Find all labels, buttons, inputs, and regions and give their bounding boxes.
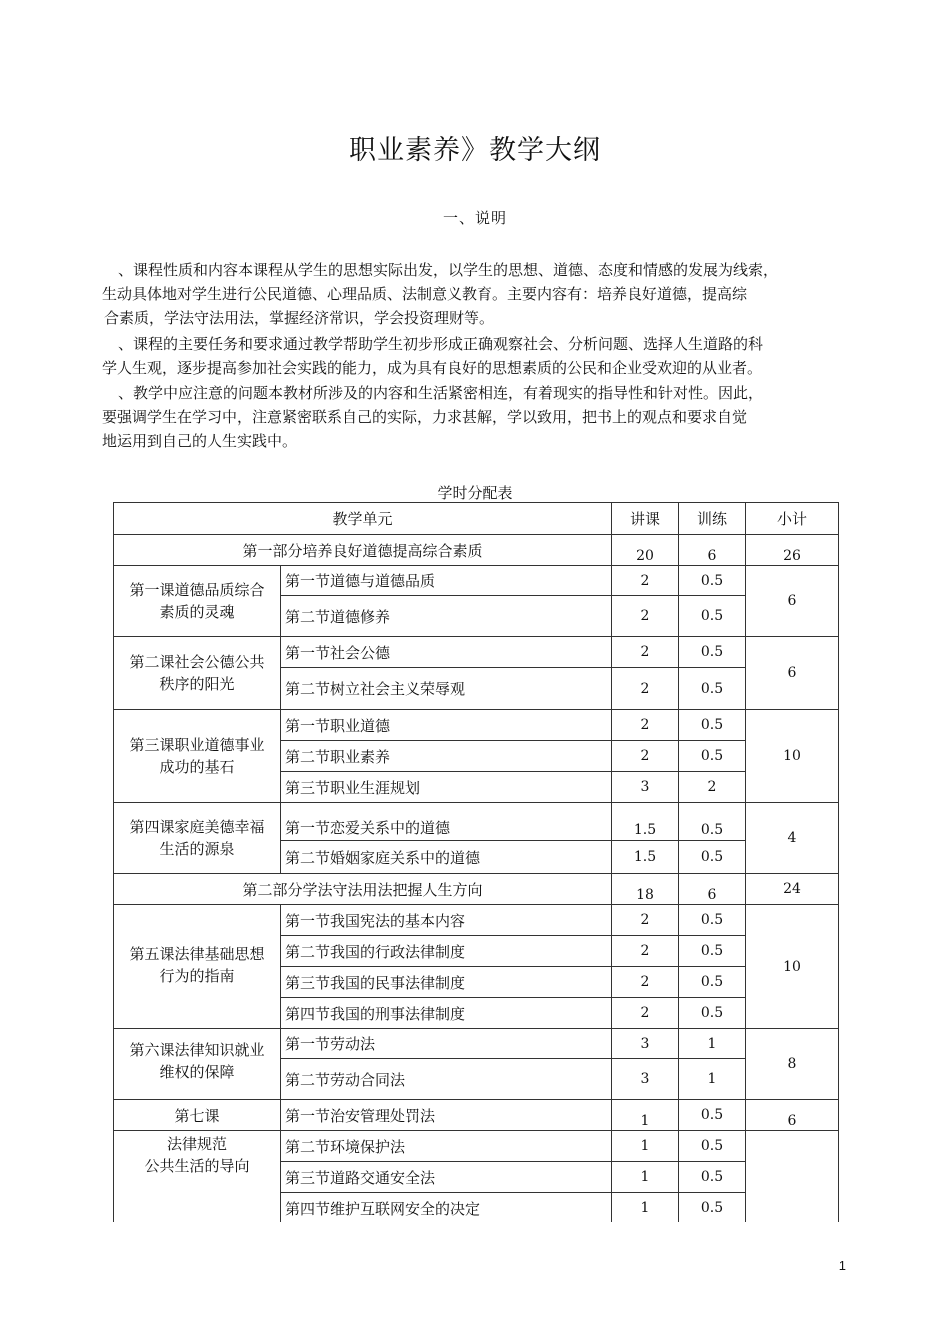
- section-name: 第三节职业生涯规划: [281, 772, 612, 803]
- header-practice: 训练: [679, 503, 746, 535]
- practice-hours: 0.5: [679, 1100, 746, 1131]
- part-practice: 6: [707, 887, 717, 903]
- lesson-subtotal: 6: [746, 566, 839, 637]
- part-lecture: 20: [636, 548, 654, 564]
- section-name: 第三节道路交通安全法: [281, 1162, 612, 1193]
- lesson-name: 第四课家庭美德幸福 生活的源泉: [114, 803, 281, 874]
- practice-hours: 0.5: [679, 803, 746, 841]
- part-label: 第二部分学法守法用法把握人生方向: [114, 874, 612, 905]
- part-lecture: 18: [636, 887, 654, 903]
- subtotal-empty: [746, 1131, 839, 1224]
- practice-hours: 1: [679, 1059, 746, 1100]
- section-name: 第二节我国的行政法律制度: [281, 936, 612, 967]
- section-name: 第三节我国的民事法律制度: [281, 967, 612, 998]
- practice-hours: 0.5: [679, 1162, 746, 1193]
- table-row: [114, 710, 839, 741]
- lecture-hours: 1: [612, 1131, 679, 1162]
- lecture-hours: 3: [612, 1029, 679, 1059]
- practice-hours: 0.5: [679, 668, 746, 710]
- practice-hours: 2: [679, 772, 746, 803]
- section-name: 第一节职业道德: [281, 710, 612, 741]
- lecture-hours: 1: [612, 1162, 679, 1193]
- section-name: 第四节维护互联网安全的决定: [281, 1193, 612, 1224]
- section-name: 第二节婚姻家庭关系中的道德: [281, 841, 612, 874]
- practice-hours: 0.5: [679, 710, 746, 741]
- lesson-name: 第一课道德品质综合 素质的灵魂: [114, 566, 281, 637]
- table-row: [114, 1029, 839, 1059]
- section-heading: 一、说明: [442, 209, 507, 227]
- lecture-hours: 2: [612, 905, 679, 936]
- lesson-name-continued: 法律规范 公共生活的导向: [114, 1131, 281, 1224]
- section-name: 第二节道德修养: [281, 596, 612, 637]
- lesson-name: 第二课社会公德公共 秩序的阳光: [114, 637, 281, 710]
- table-row: [114, 905, 839, 936]
- page-number: 1: [838, 1258, 846, 1273]
- part-row: [114, 535, 839, 566]
- part-label: 第一部分培养良好道德提高综合素质: [114, 535, 612, 566]
- paragraph-line: 地运用到自己的人生实践中。: [102, 432, 298, 450]
- practice-hours: 0.5: [679, 566, 746, 596]
- paragraph-line: 、课程的主要任务和要求通过教学帮助学生初步形成正确观察社会、分析问题、选择人生道路的科: [118, 335, 764, 353]
- section-name: 第二节职业素养: [281, 741, 612, 772]
- practice-hours: 0.5: [679, 741, 746, 772]
- practice-hours: 0.5: [679, 841, 746, 874]
- section-name: 第四节我国的刑事法律制度: [281, 998, 612, 1029]
- paragraph-line: 学人生观，逐步提高参加社会实践的能力，成为具有良好的思想素质的公民和企业受欢迎的从业者。: [102, 359, 763, 377]
- practice-hours: 1: [679, 1029, 746, 1059]
- section-name: 第一节劳动法: [281, 1029, 612, 1059]
- hours-allocation-table: [113, 502, 839, 1224]
- table-row: [114, 637, 839, 668]
- lecture-hours: 2: [612, 967, 679, 998]
- lesson-subtotal: 4: [746, 803, 839, 874]
- table-header-row: [114, 503, 839, 535]
- lesson-name: 第七课: [114, 1100, 281, 1131]
- practice-hours: 0.5: [679, 1131, 746, 1162]
- lesson-subtotal: 8: [746, 1029, 839, 1100]
- paragraph-3: [102, 381, 878, 453]
- paragraph-line: 、课程性质和内容本课程从学生的思想实际出发，以学生的思想、道德、态度和情感的发展为线索，: [118, 261, 779, 279]
- lesson-subtotal: 10: [746, 710, 839, 803]
- lesson-subtotal: 6: [746, 637, 839, 710]
- practice-hours: 0.5: [679, 936, 746, 967]
- part-practice: 6: [707, 548, 717, 564]
- lecture-hours: 1: [640, 1113, 650, 1129]
- lecture-hours: 3: [612, 1059, 679, 1100]
- lecture-hours: 2: [612, 998, 679, 1029]
- paragraph-line: 要强调学生在学习中，注意紧密联系自己的实际，力求甚解，学以致用，把书上的观点和要求自觉: [102, 408, 748, 426]
- section-name: 第一节我国宪法的基本内容: [281, 905, 612, 936]
- lesson-subtotal: 6: [787, 1113, 797, 1129]
- practice-hours: 0.5: [679, 967, 746, 998]
- lecture-hours: 2: [612, 936, 679, 967]
- part-subtotal: 24: [746, 874, 839, 905]
- lesson-subtotal: 10: [746, 905, 839, 1029]
- part-subtotal: 26: [783, 548, 801, 564]
- page-break-mask: [112, 1222, 842, 1252]
- practice-hours: 0.5: [679, 905, 746, 936]
- document-title: 职业素养》教学大纲: [349, 135, 601, 166]
- paragraph-line: 合素质，学法守法用法，掌握经济常识，学会投资理财等。: [104, 309, 495, 327]
- section-name: 第二节树立社会主义荣辱观: [281, 668, 612, 710]
- section-name: 第二节劳动合同法: [281, 1059, 612, 1100]
- lecture-hours: 2: [612, 637, 679, 668]
- table-caption: 学时分配表: [437, 484, 513, 502]
- lecture-hours: 1: [612, 1193, 679, 1224]
- practice-hours: 0.5: [679, 1193, 746, 1224]
- section-name: 第一节治安管理处罚法: [281, 1100, 612, 1131]
- practice-hours: 0.5: [679, 637, 746, 668]
- practice-hours: 0.5: [679, 998, 746, 1029]
- table-row: [114, 566, 839, 596]
- lecture-hours: 2: [612, 668, 679, 710]
- lecture-hours: 1.5: [612, 841, 679, 874]
- lecture-hours: 2: [612, 596, 679, 637]
- table-row: [114, 1131, 839, 1162]
- practice-hours: 0.5: [679, 596, 746, 637]
- part-row: [114, 874, 839, 905]
- lecture-hours: 2: [612, 741, 679, 772]
- header-unit: 教学单元: [114, 503, 612, 535]
- paragraph-1: [102, 258, 878, 330]
- table-row: [114, 1100, 839, 1131]
- paragraph-line: 生动具体地对学生进行公民道德、心理品质、法制意义教育。主要内容有：培养良好道德，提高综: [102, 285, 748, 303]
- paragraph-line: 、教学中应注意的问题本教材所涉及的内容和生活紧密相连，有着现实的指导性和针对性。因此，: [118, 384, 764, 402]
- header-subtotal: 小计: [746, 503, 839, 535]
- lesson-name: 第三课职业道德事业 成功的基石: [114, 710, 281, 803]
- paragraph-2: [102, 332, 878, 380]
- lesson-name: 第五课法律基础思想 行为的指南: [114, 905, 281, 1029]
- section-name: 第一节恋爱关系中的道德: [281, 803, 612, 841]
- table-row: [114, 803, 839, 841]
- lecture-hours: 1.5: [612, 803, 679, 841]
- lesson-name: 第六课法律知识就业 维权的保障: [114, 1029, 281, 1100]
- section-name: 第二节环境保护法: [281, 1131, 612, 1162]
- section-name: 第一节道德与道德品质: [281, 566, 612, 596]
- lecture-hours: 2: [612, 566, 679, 596]
- lecture-hours: 3: [612, 772, 679, 803]
- lecture-hours: 2: [612, 710, 679, 741]
- section-name: 第一节社会公德: [281, 637, 612, 668]
- header-lecture: 讲课: [612, 503, 679, 535]
